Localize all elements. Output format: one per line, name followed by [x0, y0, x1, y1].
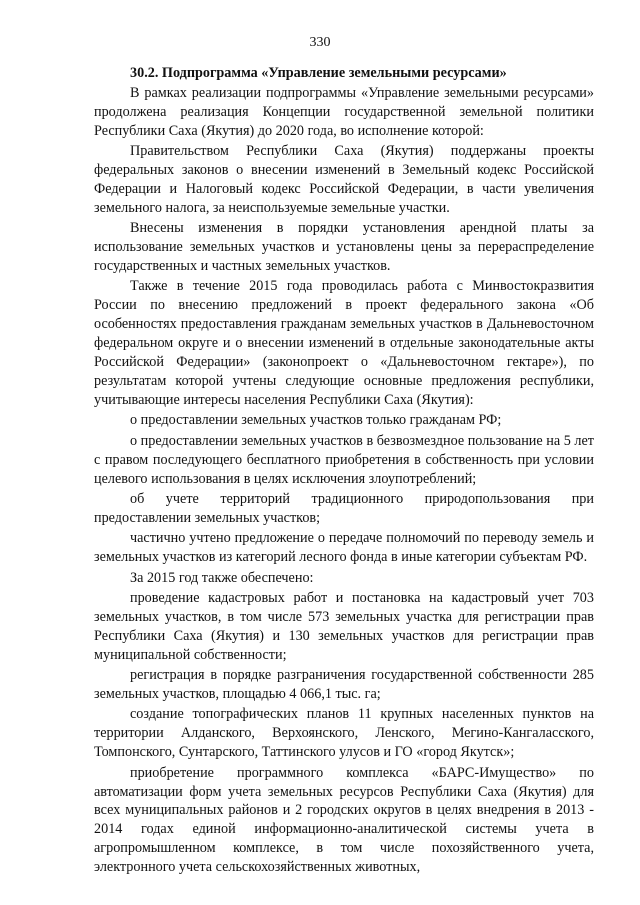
paragraph-traditional-territories: об учете территорий традиционного природопользования при предоставлении земельных участков; [94, 490, 594, 526]
paragraph-registration: регистрация в порядке разграничения государственной собственности 285 земельных участков, площадью 4 066,1 тыс. га; [94, 667, 594, 702]
paragraph-federal-laws: Правительством Республики Саха (Якутия) поддержаны проекты федеральных законов о внесении изменений в Земельный кодекс Российской Федерации и Налоговый кодекс Российской Федерации, в части увеличения земельного налога, за неиспользуемые земельные участки. [94, 143, 594, 216]
paragraph-citizens-only: о предоставлении земельных участков только гражданам РФ; [130, 412, 502, 429]
paragraph-topographic-plans: создание топографических планов 11 крупных населенных пунктов на территории Алданского, Верхоянского, Ленского, Мегино-Кангаласского, Томпонского, Сунтарского, Таттинского улусов и ГО «город Якутск»; [94, 706, 594, 761]
paragraph-free-use: о предоставлении земельных участков в безвозмездное пользование на 5 лет с правом последующего бесплатного приобретения в собственность при условии целевого использования в целях исключения злоупотреблений; [94, 432, 594, 487]
paragraph-cadastral-works: проведение кадастровых работ и постановка на кадастровый учет 703 земельных участков, в том числе 573 земельных участка для регистрации прав Республики Саха (Якутия) и 130 земельных участков для регистрации прав муниципальной собственности; [94, 589, 594, 663]
page-content [94, 64, 594, 879]
paragraph-minvostok-work: Также в течение 2015 года проводилась работа с Минвостокразвития России по внесению предложений в проект федерального закона «Об особенностях предоставления гражданам земельных участков в Дальневосточном федеральном округе и о внесении изменений в отдельные законодательные акты Российской Федерации» (законопроект о «Дальневосточном гектаре»), по результатам которой учтены следующие основные предложения республики, учитывающие интересы населения Республики Саха (Якутия): [94, 278, 594, 408]
paragraph-2015-provided: За 2015 год также обеспечено: [130, 569, 314, 586]
section-heading: 30.2. Подпрограмма «Управление земельными ресурсами» [130, 65, 507, 81]
paragraph-intro: В рамках реализации подпрограммы «Управление земельными ресурсами» продолжена реализация Концепции государственной земельной политики Республики Саха (Якутия) до 2020 года, во исполнение которой: [94, 84, 594, 139]
paragraph-forest-fund: частично учтено предложение о передаче полномочий по переводу земель и земельных участков из категорий лесного фонда в иные категории субъектам РФ. [94, 530, 594, 566]
paragraph-rent-changes: Внесены изменения в порядки установления арендной платы за использование земельных участков и установлены цены за перераспределение государственных и частных земельных участков. [94, 220, 594, 275]
page-number: 330 [309, 35, 331, 50]
paragraph-bars-software: приобретение программного комплекса «БАРС-Имущество» по автоматизации форм учета земельных ресурсов Республики Саха (Якутия) для всех муниципальных районов и 2 городских округов в целях внедрения в 2013 - 2014 годах единой информационно-аналитической системы учета в агропромышленном комплексе, в том числе похозяйственного учета, электронного учета сельскохозяйственных животных, [94, 764, 594, 876]
